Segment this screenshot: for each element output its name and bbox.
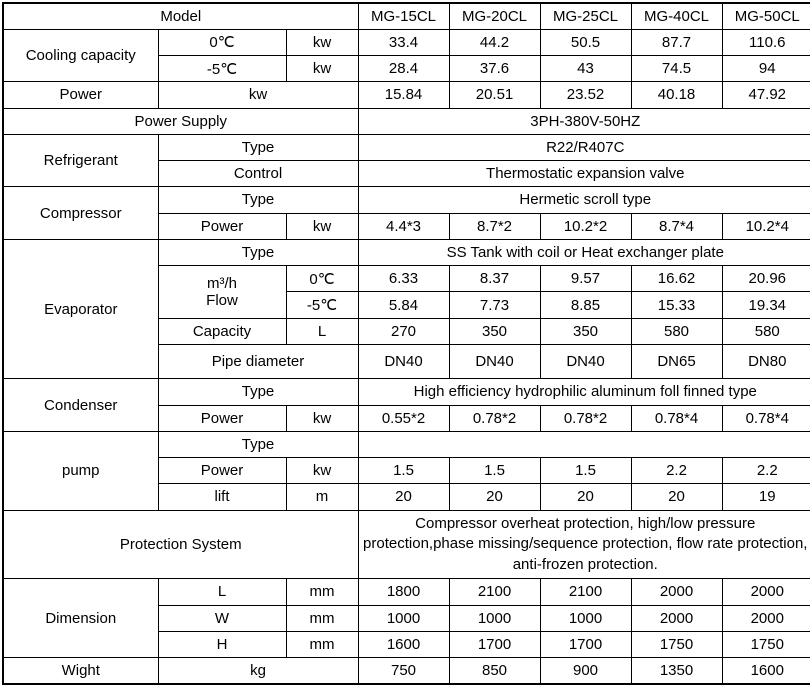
value-cell: 19.34 [722,292,810,318]
cooling-capacity-row-0c [3,29,810,55]
unit-cell: mm [286,631,358,657]
value-cell: 1600 [358,631,449,657]
flow-label-cell [158,266,286,319]
model-name-cell: MG-25CL [540,3,631,29]
model-label-cell: Model [3,3,358,29]
value-cell: 8.37 [449,266,540,292]
axis-label-cell: H [158,631,286,657]
power-label-cell: Power [3,82,158,108]
value-cell: DN40 [540,344,631,378]
value-cell: 20.96 [722,266,810,292]
value-cell: 33.4 [358,29,449,55]
dimension-label-cell: Dimension [3,579,158,658]
temp-label-cell: 0℃ [286,266,358,292]
value-cell: 16.62 [631,266,722,292]
value-cell: 40.18 [631,82,722,108]
value-cell: 6.33 [358,266,449,292]
value-cell: 1700 [540,631,631,657]
value-cell: 9.57 [540,266,631,292]
refrigerant-control-value-cell: Thermostatic expansion valve [358,161,810,187]
value-cell: 850 [449,658,540,684]
temp-label-cell: 0℃ [158,29,286,55]
model-name-cell: MG-50CL [722,3,810,29]
value-cell: 23.52 [540,82,631,108]
value-cell: DN40 [449,344,540,378]
lift-label-cell: lift [158,484,286,510]
evaporator-type-value-cell: SS Tank with coil or Heat exchanger plate [358,239,810,265]
value-cell: 2.2 [631,458,722,484]
value-cell: 1800 [358,579,449,605]
model-name-cell: MG-20CL [449,3,540,29]
value-cell: 2100 [449,579,540,605]
type-label-cell: Type [158,187,358,213]
power-row [3,82,810,108]
value-cell: 1.5 [358,458,449,484]
compressor-type-value-cell: Hermetic scroll type [358,187,810,213]
power-supply-row [3,108,810,134]
value-cell: 1.5 [540,458,631,484]
value-cell: 74.5 [631,56,722,82]
value-cell: 0.78*2 [449,405,540,431]
protection-label-cell: Protection System [3,510,358,579]
unit-cell: mm [286,579,358,605]
model-name-cell: MG-40CL [631,3,722,29]
value-cell: 1700 [449,631,540,657]
value-cell: 44.2 [449,29,540,55]
value-cell: 350 [449,318,540,344]
value-cell: 15.84 [358,82,449,108]
value-cell: 2000 [722,579,810,605]
value-cell: 750 [358,658,449,684]
value-cell: 0.78*4 [631,405,722,431]
control-label-cell: Control [158,161,358,187]
unit-cell: mm [286,605,358,631]
value-cell: 2000 [631,605,722,631]
power-label-cell: Power [158,213,286,239]
value-cell: 1750 [631,631,722,657]
value-cell: 580 [722,318,810,344]
temp-label-cell: -5℃ [158,56,286,82]
refrigerant-label-cell: Refrigerant [3,134,158,187]
value-cell: 8.7*4 [631,213,722,239]
value-cell: 87.7 [631,29,722,55]
value-cell: 1600 [722,658,810,684]
value-cell: 2100 [540,579,631,605]
unit-cell: kw [286,56,358,82]
value-cell: 7.73 [449,292,540,318]
value-cell: 94 [722,56,810,82]
value-cell: 37.6 [449,56,540,82]
type-label-cell: Type [158,239,358,265]
value-cell: 20 [631,484,722,510]
protection-value-cell: Compressor overheat protection, high/low pressure protection,phase missing/sequence protection, flow rate protection, anti-frozen protection. [358,510,810,579]
temp-label-cell: -5℃ [286,292,358,318]
evaporator-label-cell: Evaporator [3,239,158,378]
value-cell: 2000 [722,605,810,631]
value-cell: 4.4*3 [358,213,449,239]
value-cell: 20 [449,484,540,510]
type-label-cell: Type [158,379,358,405]
value-cell: 10.2*4 [722,213,810,239]
axis-label-cell: W [158,605,286,631]
value-cell: 10.2*2 [540,213,631,239]
chiller-spec-table [2,2,810,685]
value-cell: 28.4 [358,56,449,82]
value-cell: 1.5 [449,458,540,484]
value-cell: 350 [540,318,631,344]
flow-label-line1: m³/h [207,274,237,292]
condenser-type-row [3,379,810,405]
value-cell: 20 [540,484,631,510]
pipe-diameter-label-cell: Pipe diameter [158,344,358,378]
dimension-row-l [3,579,810,605]
unit-cell: L [286,318,358,344]
condenser-type-value-cell: High efficiency hydrophilic aluminum foll finned type [358,379,810,405]
power-supply-label-cell: Power Supply [3,108,358,134]
protection-row [3,510,810,579]
refrigerant-type-value-cell: R22/R407C [358,134,810,160]
value-cell: 2000 [631,579,722,605]
refrigerant-type-row [3,134,810,160]
value-cell: 900 [540,658,631,684]
unit-cell: kw [286,29,358,55]
weight-row [3,658,810,684]
value-cell: 8.7*2 [449,213,540,239]
pump-type-row [3,431,810,457]
unit-cell: m [286,484,358,510]
value-cell: 8.85 [540,292,631,318]
compressor-label-cell: Compressor [3,187,158,240]
value-cell: DN40 [358,344,449,378]
flow-label-line2: Flow [206,291,238,309]
value-cell: 19 [722,484,810,510]
evaporator-type-row [3,239,810,265]
value-cell: 50.5 [540,29,631,55]
model-name-cell: MG-15CL [358,3,449,29]
type-label-cell: Type [158,431,358,457]
value-cell: 0.55*2 [358,405,449,431]
value-cell: 43 [540,56,631,82]
power-supply-value-cell: 3PH-380V-50HZ [358,108,810,134]
value-cell: 1000 [540,605,631,631]
power-label-cell: Power [158,458,286,484]
value-cell: 1750 [722,631,810,657]
value-cell: 1000 [449,605,540,631]
type-label-cell: Type [158,134,358,160]
pump-type-value-cell [358,431,810,457]
value-cell: 5.84 [358,292,449,318]
unit-cell: kg [158,658,358,684]
value-cell: 580 [631,318,722,344]
value-cell: 110.6 [722,29,810,55]
value-cell: 20 [358,484,449,510]
value-cell: DN80 [722,344,810,378]
pump-label-cell: pump [3,431,158,510]
axis-label-cell: L [158,579,286,605]
cooling-capacity-label-cell: Cooling capacity [3,29,158,82]
model-row [3,3,810,29]
compressor-type-row [3,187,810,213]
unit-cell: kw [158,82,358,108]
value-cell: 1350 [631,658,722,684]
value-cell: 20.51 [449,82,540,108]
condenser-label-cell: Condenser [3,379,158,432]
value-cell: 47.92 [722,82,810,108]
value-cell: 15.33 [631,292,722,318]
value-cell: 0.78*2 [540,405,631,431]
power-label-cell: Power [158,405,286,431]
value-cell: DN65 [631,344,722,378]
unit-cell: kw [286,405,358,431]
value-cell: 1000 [358,605,449,631]
value-cell: 0.78*4 [722,405,810,431]
unit-cell: kw [286,213,358,239]
unit-cell: kw [286,458,358,484]
value-cell: 2.2 [722,458,810,484]
capacity-label-cell: Capacity [158,318,286,344]
weight-label-cell: Wight [3,658,158,684]
value-cell: 270 [358,318,449,344]
